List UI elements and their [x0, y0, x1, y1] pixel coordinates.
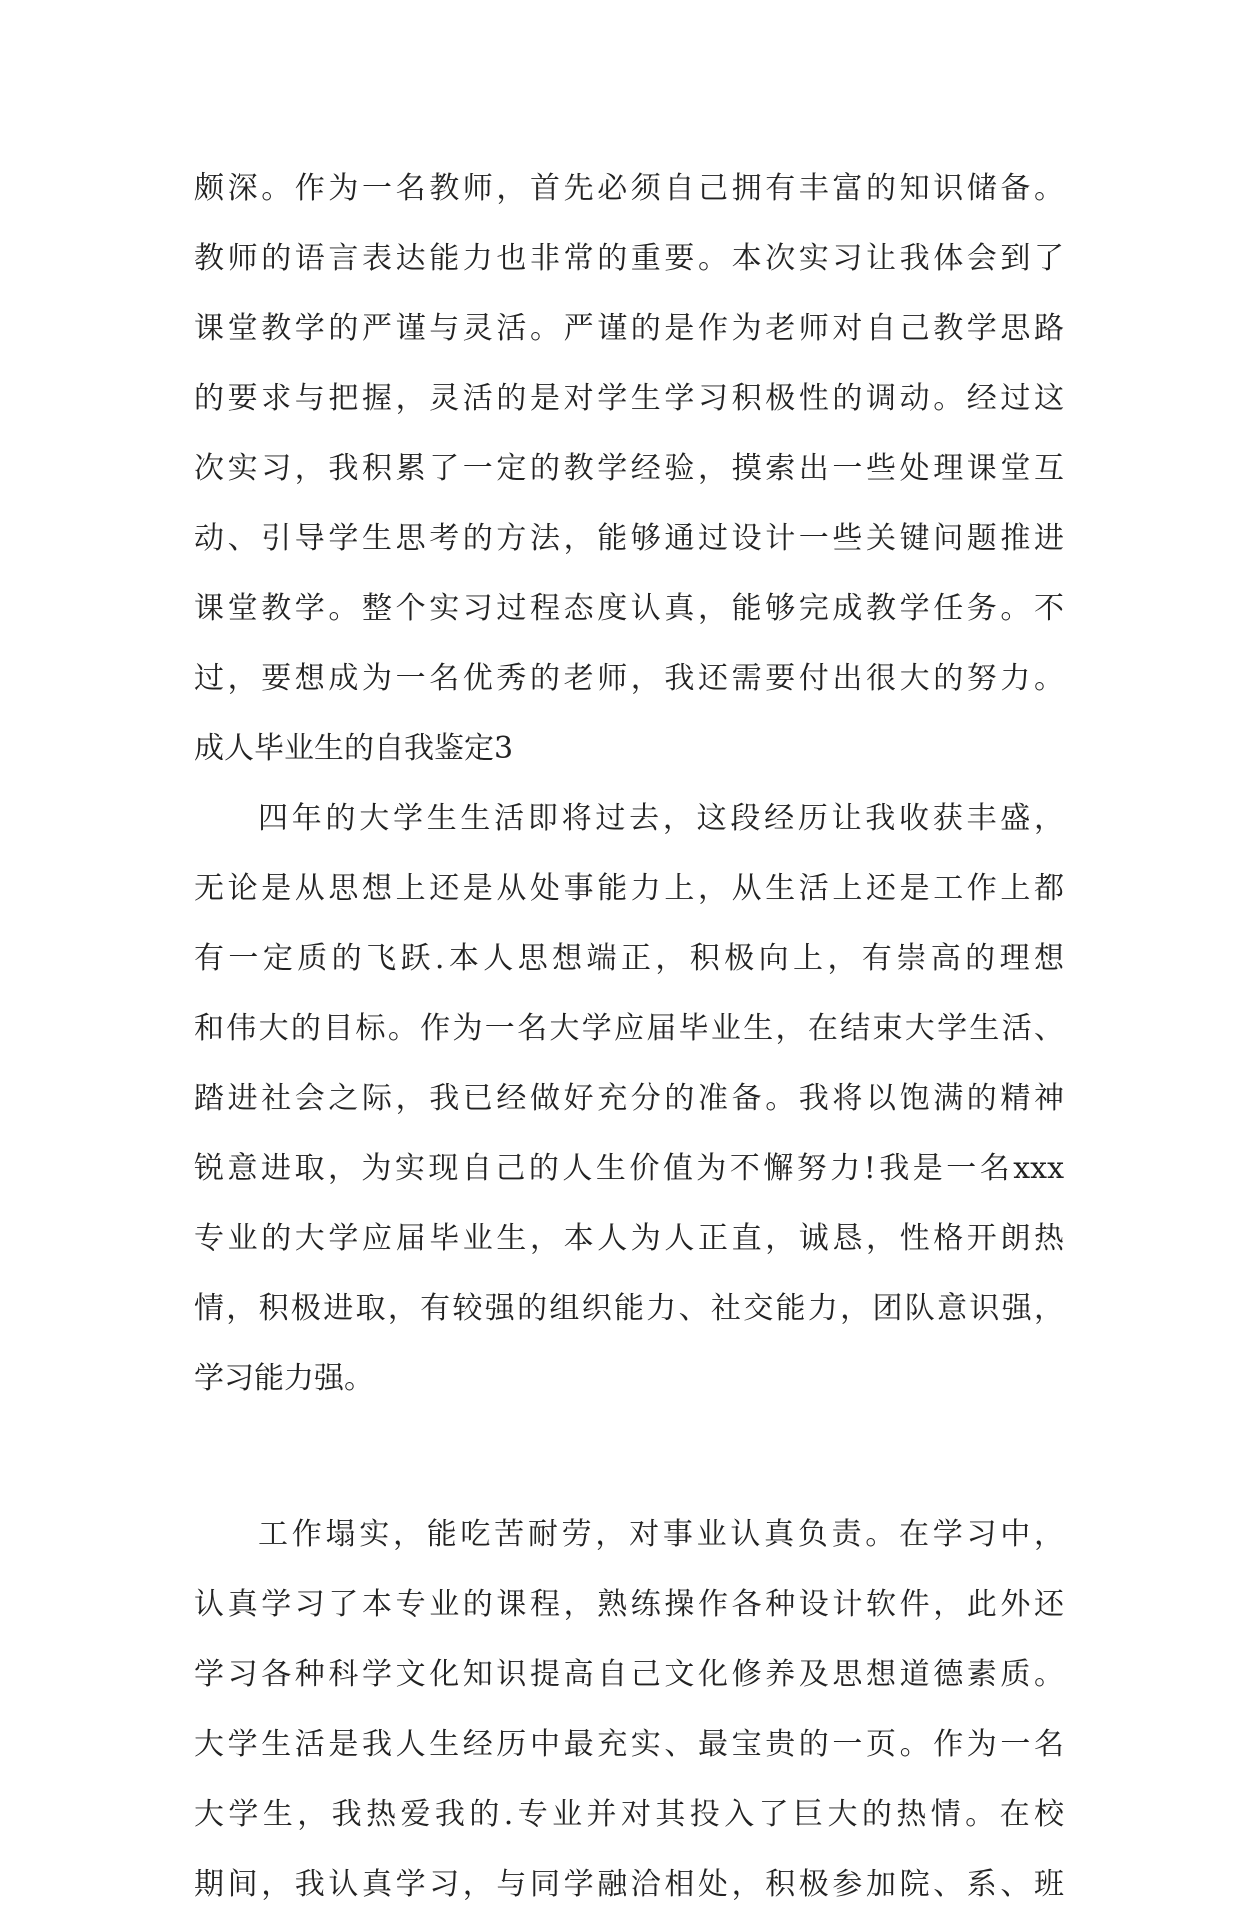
paragraph: [194, 784, 1064, 1414]
paragraph-spacing: [194, 1414, 1064, 1500]
text-line: 学习各种科学文化知识提高自己文化修养及思想道德素质。: [194, 1657, 1064, 1692]
text-line: 颇深。作为一名教师，首先必须自己拥有丰富的知识储备。: [194, 171, 1064, 206]
paragraph: [194, 1500, 1064, 1920]
text-line: 大学生，我热爱我的.专业并对其投入了巨大的热情。在校: [194, 1797, 1064, 1832]
text-line: 期间，我认真学习，与同学融洽相处，积极参加院、系、班: [194, 1867, 1064, 1902]
text-line: 专业的大学应届毕业生，本人为人正直，诚恳，性格开朗热: [194, 1221, 1064, 1256]
text-line: 工作塌实，能吃苦耐劳，对事业认真负责。在学习中，: [258, 1517, 1064, 1552]
text-line: 和伟大的目标。作为一名大学应届毕业生，在结束大学生活、: [194, 1011, 1064, 1046]
paragraph-continued: [194, 154, 1064, 714]
text-line: 大学生活是我人生经历中最充实、最宝贵的一页。作为一名: [194, 1727, 1064, 1762]
text-line: 教师的语言表达能力也非常的重要。本次实习让我体会到了: [194, 241, 1064, 276]
section-heading: 成人毕业生的自我鉴定3: [194, 731, 514, 766]
text-line: 课堂教学的严谨与灵活。严谨的是作为老师对自己教学思路: [194, 311, 1064, 346]
text-line: 动、引导学生思考的方法，能够通过设计一些关键问题推进: [194, 521, 1064, 556]
text-line: 有一定质的飞跃.本人思想端正，积极向上，有崇高的理想: [194, 941, 1064, 976]
text-line: 学习能力强。: [194, 1361, 374, 1396]
text-line: 课堂教学。整个实习过程态度认真，能够完成教学任务。不: [194, 591, 1064, 626]
document-body: [194, 154, 1064, 1920]
text-line: 无论是从思想上还是从处事能力上，从生活上还是工作上都: [194, 871, 1064, 906]
text-line: 次实习，我积累了一定的教学经验，摸索出一些处理课堂互: [194, 451, 1064, 486]
text-line: 的要求与把握，灵活的是对学生学习积极性的调动。经过这: [194, 381, 1064, 416]
text-line: 过，要想成为一名优秀的老师，我还需要付出很大的努力。: [194, 661, 1064, 696]
text-line: 锐意进取，为实现自己的人生价值为不懈努力!我是一名xxx: [194, 1151, 1064, 1186]
text-line: 认真学习了本专业的课程，熟练操作各种设计软件，此外还: [194, 1587, 1064, 1622]
text-line: 情，积极进取，有较强的组织能力、社交能力，团队意识强，: [194, 1291, 1064, 1326]
text-line: 踏进社会之际，我已经做好充分的准备。我将以饱满的精神: [194, 1081, 1064, 1116]
text-line: 四年的大学生生活即将过去，这段经历让我收获丰盛，: [258, 801, 1064, 836]
